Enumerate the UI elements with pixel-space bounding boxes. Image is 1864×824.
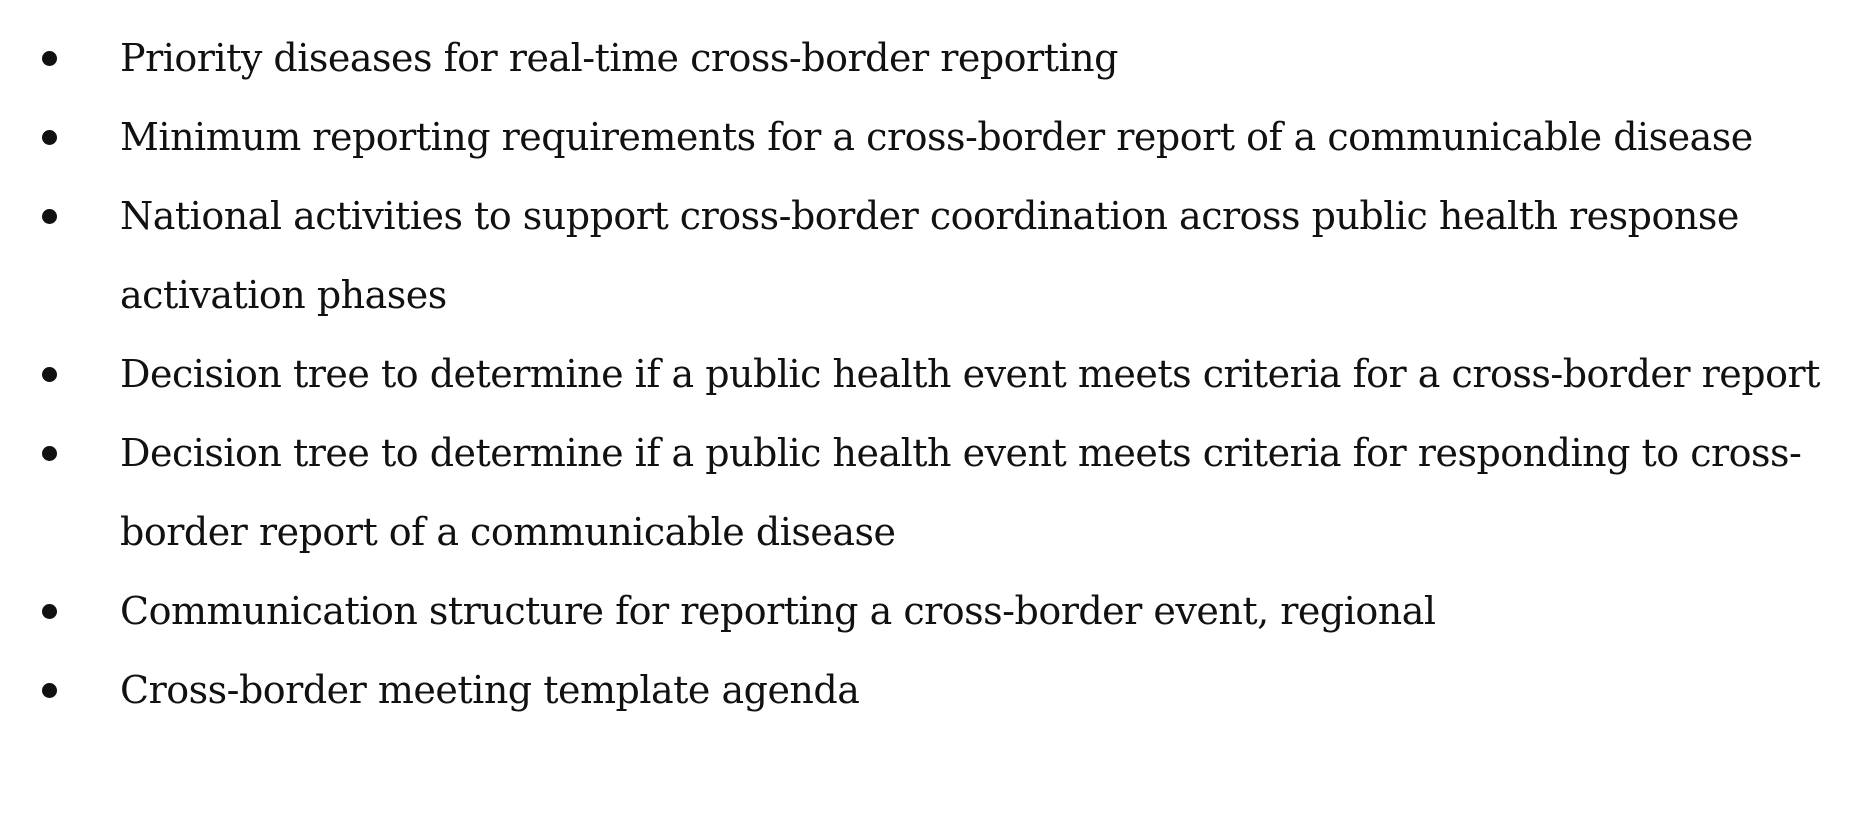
list-item-text: Decision tree to determine if a public health event meets criteria for a cross-border report	[120, 352, 1820, 396]
bullet-icon	[42, 367, 57, 382]
list-item-text: Decision tree to determine if a public health event meets criteria for responding to cross-border report of a communicable disease	[120, 431, 1802, 554]
bullet-list	[0, 19, 1864, 730]
list-item	[0, 414, 1864, 572]
bullet-icon	[42, 683, 57, 698]
list-item	[0, 572, 1864, 651]
list-item-text: Minimum reporting requirements for a cross-border report of a communicable disease	[120, 115, 1753, 159]
list-item	[0, 651, 1864, 730]
list-item-text: National activities to support cross-border coordination across public health response activation phases	[120, 194, 1739, 317]
list-item	[0, 98, 1864, 177]
bullet-icon	[42, 130, 57, 145]
list-item	[0, 335, 1864, 414]
list-item-text: Cross-border meeting template agenda	[120, 668, 860, 712]
bullet-icon	[42, 604, 57, 619]
list-item	[0, 177, 1864, 335]
list-item-text: Priority diseases for real-time cross-border reporting	[120, 36, 1118, 80]
bullet-icon	[42, 209, 57, 224]
list-item	[0, 19, 1864, 98]
bullet-icon	[42, 446, 57, 461]
bullet-icon	[42, 51, 57, 66]
list-item-text: Communication structure for reporting a cross-border event, regional	[120, 589, 1436, 633]
